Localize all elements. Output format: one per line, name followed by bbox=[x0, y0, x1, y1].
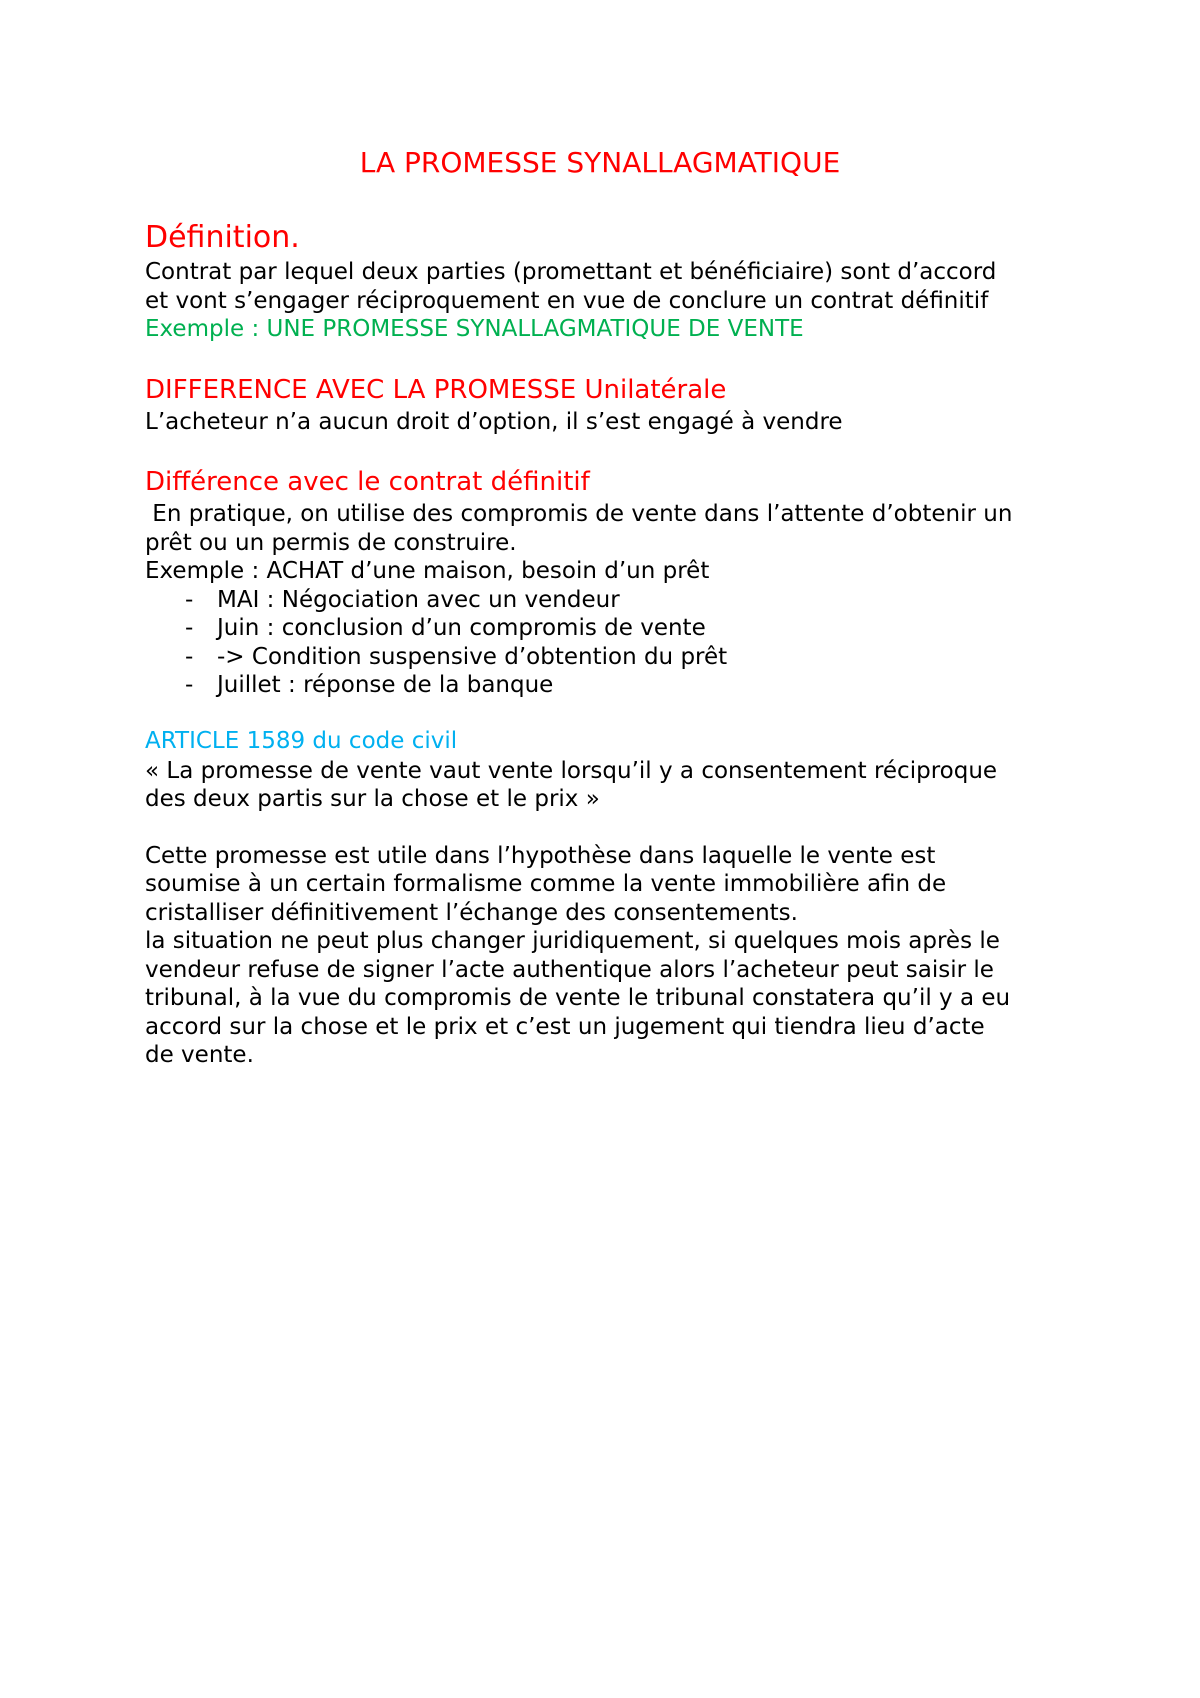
conclusion-line: soumise à un certain formalisme comme la vente immobilière afin de bbox=[145, 871, 947, 897]
document-body bbox=[145, 218, 1105, 1070]
dash-bullet: - bbox=[185, 672, 194, 698]
page-title: LA PROMESSE SYNALLAGMATIQUE bbox=[359, 146, 841, 179]
conclusion-line: la situation ne peut plus changer juridiquement, si quelques mois après le bbox=[145, 928, 1000, 954]
dash-bullet: - bbox=[185, 586, 194, 613]
list-item-text: MAI : Négociation avec un vendeur bbox=[217, 586, 620, 613]
difference-unilaterale-text: L’acheteur n’a aucun droit d’option, il s’est engagé à vendre bbox=[145, 408, 843, 435]
conclusion-line: cristalliser définitivement l’échange des consentements. bbox=[145, 899, 798, 926]
difference-contrat-line: Exemple : ACHAT d’une maison, besoin d’un prêt bbox=[145, 558, 710, 584]
definition-example: Exemple : UNE PROMESSE SYNALLAGMATIQUE DE VENTE bbox=[145, 316, 804, 342]
list-item-text: Juillet : réponse de la banque bbox=[217, 672, 554, 698]
conclusion-line: accord sur la chose et le prix et c’est un jugement qui tiendra lieu d’acte bbox=[145, 1013, 985, 1040]
list-item-text: -> Condition suspensive d’obtention du prêt bbox=[217, 643, 728, 670]
conclusion-line: de vente. bbox=[145, 1042, 254, 1068]
difference-unilaterale-heading: DIFFERENCE AVEC LA PROMESSE Unilatérale bbox=[145, 374, 727, 405]
article-heading: ARTICLE 1589 du code civil bbox=[145, 727, 458, 754]
conclusion-line: vendeur refuse de signer l’acte authentique alors l’acheteur peut saisir le bbox=[145, 956, 994, 983]
conclusion-line: tribunal, à la vue du compromis de vente le tribunal constatera qu’il y a eu bbox=[145, 985, 1011, 1011]
conclusion-line: Cette promesse est utile dans l’hypothèse dans laquelle le vente est bbox=[145, 842, 936, 869]
difference-contrat-line: prêt ou un permis de construire. bbox=[145, 529, 517, 556]
article-quote-line: des deux partis sur la chose et le prix » bbox=[145, 786, 600, 812]
difference-contrat-heading: Différence avec le contrat définitif bbox=[145, 467, 590, 497]
definition-line: Contrat par lequel deux parties (promettant et bénéficiaire) sont d’accord bbox=[145, 259, 997, 285]
list-item bbox=[145, 614, 1105, 643]
difference-contrat-line: En pratique, on utilise des compromis de vente dans l’attente d’obtenir un bbox=[145, 501, 1013, 527]
dash-bullet: - bbox=[185, 615, 194, 641]
list-item bbox=[145, 586, 1105, 615]
definition-line: et vont s’engager réciproquement en vue de conclure un contrat définitif bbox=[145, 287, 989, 314]
example-steps-list bbox=[145, 586, 1105, 700]
article-quote-line: « La promesse de vente vaut vente lorsqu’il y a consentement réciproque bbox=[145, 757, 998, 784]
definition-heading: Définition. bbox=[145, 220, 300, 255]
list-item-text: Juin : conclusion d’un compromis de vente bbox=[217, 615, 706, 641]
list-item bbox=[145, 671, 1105, 700]
list-item bbox=[145, 643, 1105, 672]
dash-bullet: - bbox=[185, 643, 194, 670]
